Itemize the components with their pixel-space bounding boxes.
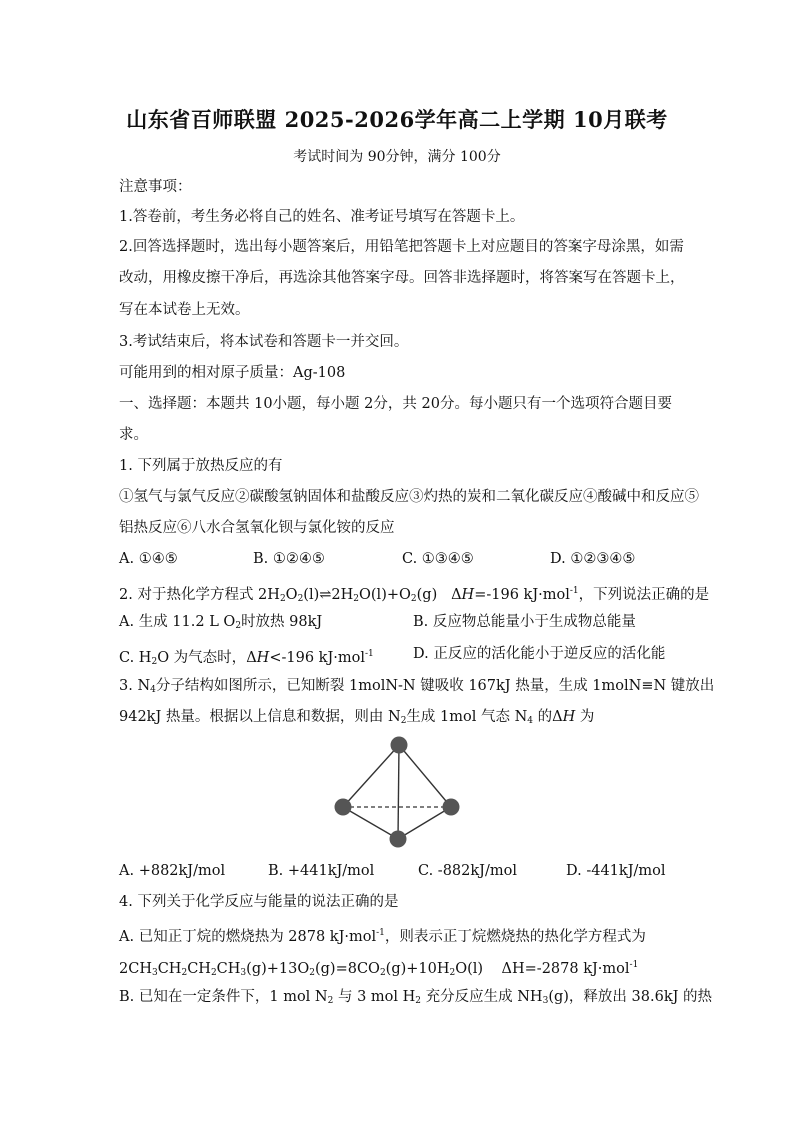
- note-3: 3.考试结束后，将本试卷和答题卡一并交回。: [119, 334, 409, 350]
- q1-items-line-1: ①氢气与氯气反应②碳酸氢钠固体和盐酸反应③灼热的炭和二氧化碳反应④酸碱中和反应⑤: [119, 489, 699, 505]
- q2-option-a-text: A. 生成 11.2 L O: [119, 614, 236, 630]
- q1-option-a: A. ①④⑤: [119, 551, 178, 567]
- q3-option-a: A. +882kJ/mol: [119, 863, 226, 879]
- q4-optB-d: (g)，释放出 38.6kJ 的热: [548, 989, 713, 1005]
- q2-option-c-prefix: C. H: [119, 650, 152, 666]
- q2-stem-prefix: 2. 对于热化学方程式 2H: [119, 587, 280, 603]
- q2-option-c: C. $H_2O$ 为气态时，ΔH<-196 kJ·mol$^{-1}$: [119, 649, 374, 667]
- q4-optB-a: B. 已知在一定条件下，1 mol N: [119, 989, 328, 1005]
- notes-heading: 注意事项：: [119, 179, 192, 195]
- note-2-line-1: 2.回答选择题时，选出每小题答案后，用铅笔把答题卡上对应题目的答案字母涂黑，如需: [119, 239, 684, 255]
- atom-top: [391, 737, 408, 754]
- q3-stem-line-1: 3. $N_4$分子结构如图所示，已知断裂 1molN-N 键吸收 167kJ 热量，生成 1molN≡N 键放出: [119, 678, 715, 695]
- q3-option-d: D. -441kJ/mol: [566, 863, 666, 879]
- q4-optA-a: A. 已知正丁烷的燃烧热为 2878 kJ·mol: [119, 929, 377, 945]
- q3-stem-line-2: 942kJ 热量。根据以上信息和数据，则由 $N_2$生成 1mol 气态 $N_4$ 的ΔH 为: [119, 709, 595, 726]
- q1-option-b: B. ①②④⑤: [253, 551, 325, 567]
- q4-equation: $2CH_3CH_2CH_2CH_3(g)+13O_2(g)=8CO_2(g)+10H_2O(l)$ ΔH=-2878 kJ·mol$^{-1}$: [119, 960, 639, 978]
- q3-line1-a: 3. N: [119, 678, 151, 694]
- q1-items-line-2: 铝热反应⑥八水合氢氧化钡与氯化铵的反应: [119, 520, 395, 536]
- q4-optB-b: 与 3 mol H: [337, 989, 416, 1005]
- q2-option-c-tail: <-196 kJ·mol: [269, 650, 365, 666]
- q3-option-b: B. +441kJ/mol: [268, 863, 375, 879]
- q2-stem-suffix: ，下列说法正确的是: [578, 587, 710, 603]
- q3-option-c: C. -882kJ/mol: [418, 863, 517, 879]
- q2-option-d: D. 正反应的活化能小于逆反应的活化能: [413, 646, 666, 662]
- bond-top-left: [343, 745, 399, 807]
- atom-left: [335, 799, 352, 816]
- q3-line1-b: 分子结构如图所示，已知断裂 1molN-N 键吸收 167kJ 热量，生成 1molN≡N 键放出: [155, 678, 715, 694]
- page-title: 山东省百师联盟 2025-2026学年高二上学期 10月联考: [126, 107, 668, 132]
- bond-right-bottom: [398, 807, 451, 839]
- q4-option-a-line-1: A. 已知正丁烷的燃烧热为 2878 kJ·mol$^{-1}$，则表示正丁烷燃烧热的热化学方程式为: [119, 928, 646, 945]
- q4-optB-c: 充分反应生成 NH: [425, 989, 543, 1005]
- q3-line2-c: 的: [537, 709, 553, 725]
- q1-stem: 1. 下列属于放热反应的有: [119, 458, 283, 474]
- q1-option-c: C. ①③④⑤: [402, 551, 474, 567]
- q1-option-d: D. ①②③④⑤: [550, 551, 636, 567]
- q2-option-a-tail: 时放热 98kJ: [241, 614, 323, 630]
- section-heading-line-2: 求。: [119, 427, 148, 443]
- bond-top-right: [399, 745, 451, 807]
- q4-optA-b: ，则表示正丁烷燃烧热的热化学方程式为: [384, 929, 646, 945]
- section-heading-line-1: 一、选择题：本题共 10小题，每小题 2分，共 20分。每小题只有一个选项符合题目要: [119, 396, 672, 412]
- note-1: 1.答卷前，考生务必将自己的姓名、准考证号填写在答题卡上。: [119, 209, 525, 225]
- q2-stem: 2. 对于热化学方程式 $2H_2O_2(l)\rightleftharpoons 2H_2O(l)+O_2(g)$ ΔH=-196 kJ·mol$^{-1}$，下列说法正确的是: [119, 586, 710, 604]
- note-2-line-2: 改动，用橡皮擦干净后，再选涂其他答案字母。回答非选择题时，将答案写在答题卡上，: [119, 270, 685, 286]
- note-2-line-3: 写在本试卷上无效。: [119, 302, 250, 318]
- q3-line2-b: 生成 1mol 气态 N: [406, 709, 528, 725]
- q2-option-b: B. 反应物总能量小于生成物总能量: [413, 614, 636, 630]
- q3-line2-a: 942kJ 热量。根据以上信息和数据，则由 N: [119, 709, 401, 725]
- bond-top-bottom: [398, 745, 399, 839]
- q4-stem: 4. 下列关于化学反应与能量的说法正确的是: [119, 894, 399, 910]
- atomic-mass-note: 可能用到的相对原子质量：Ag-108: [119, 365, 346, 381]
- q4-option-b: B. 已知在一定条件下，1 mol $N_2$ 与 3 mol $H_2$ 充分反应生成 $NH_3(g)$，释放出 38.6kJ 的热: [119, 989, 713, 1006]
- bond-left-bottom: [343, 807, 398, 839]
- atom-right: [443, 799, 460, 816]
- atom-bottom: [390, 831, 407, 848]
- exam-subtitle: 考试时间为 90分钟，满分 100分: [293, 149, 501, 165]
- q2-option-c-mid: O 为气态时，: [157, 650, 247, 666]
- q3-line2-d: 为: [579, 709, 595, 725]
- q2-option-a: A. 生成 11.2 L $O_2$时放热 98kJ: [119, 614, 323, 631]
- q4-eq-tail: ΔH=-2878 kJ·mol: [501, 961, 630, 977]
